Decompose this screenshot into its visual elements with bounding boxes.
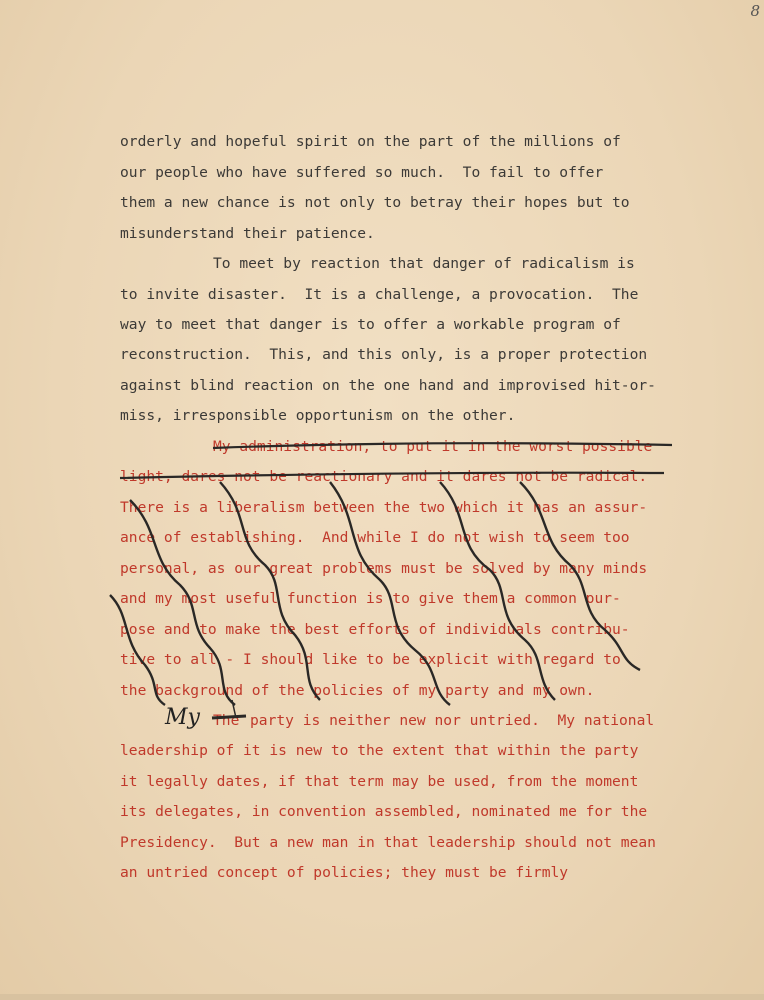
deletion-slash xyxy=(110,595,165,705)
text-line: To meet by reaction that danger of radicalism is xyxy=(213,255,635,272)
text-line: Presidency. But a new man in that leadership should not mean xyxy=(120,834,656,851)
strike-line xyxy=(213,443,672,448)
deletion-slash xyxy=(440,482,555,700)
text-line: and my most useful function is to give them a common pur- xyxy=(120,590,621,607)
deletion-slash xyxy=(130,500,235,705)
text-line: leadership of it is new to the extent that within the party xyxy=(120,742,639,759)
text-line: orderly and hopeful spirit on the part of the millions of xyxy=(120,133,621,150)
struck-text-line: light, dares not be reactionary and it dares not be radical. xyxy=(120,468,648,485)
text-line: pose and to make the best efforts of individuals contribu- xyxy=(120,621,630,638)
text-line: its delegates, in convention assembled, nominated me for the xyxy=(120,803,648,820)
handwritten-insert: My xyxy=(165,705,200,730)
text-line: the background of the policies of my party and my own. xyxy=(120,682,595,699)
text-line: There is a liberalism between the two which it has an assur- xyxy=(120,499,648,516)
text-line: it legally dates, if that term may be used, from the moment xyxy=(120,773,639,790)
strike-word-mark xyxy=(212,716,246,718)
page-number: 8 xyxy=(750,2,760,20)
paper-edge xyxy=(0,994,764,1000)
text-line: miss, irresponsible opportunism on the other. xyxy=(120,407,516,424)
text-line: an untried concept of policies; they must be firmly xyxy=(120,864,569,881)
text-line: our people who have suffered so much. To fail to offer xyxy=(120,164,604,181)
deletion-slash xyxy=(220,482,320,700)
deletion-slash xyxy=(330,482,450,705)
text-line: way to meet that danger is to offer a workable program of xyxy=(120,316,621,333)
deletion-slash xyxy=(520,482,640,670)
struck-text-line: My administration, to put it in the worst possible xyxy=(213,438,653,455)
text-line: them a new chance is not only to betray their hopes but to xyxy=(120,194,630,211)
text-line: party is neither new nor untried. My national xyxy=(250,712,655,729)
text-line: reconstruction. This, and this only, is a proper protection xyxy=(120,346,648,363)
strike-line xyxy=(120,473,664,478)
struck-word: The xyxy=(213,712,240,729)
text-line: misunderstand their patience. xyxy=(120,225,375,242)
text-line: personal, as our great problems must be solved by many minds xyxy=(120,560,648,577)
text-line: tive to all - I should like to be explicit with regard to xyxy=(120,651,621,668)
text-line: to invite disaster. It is a challenge, a provocation. The xyxy=(120,286,639,303)
text-line: ance of establishing. And while I do not wish to seem too xyxy=(120,529,630,546)
text-line: against blind reaction on the one hand and improvised hit-or- xyxy=(120,377,656,394)
